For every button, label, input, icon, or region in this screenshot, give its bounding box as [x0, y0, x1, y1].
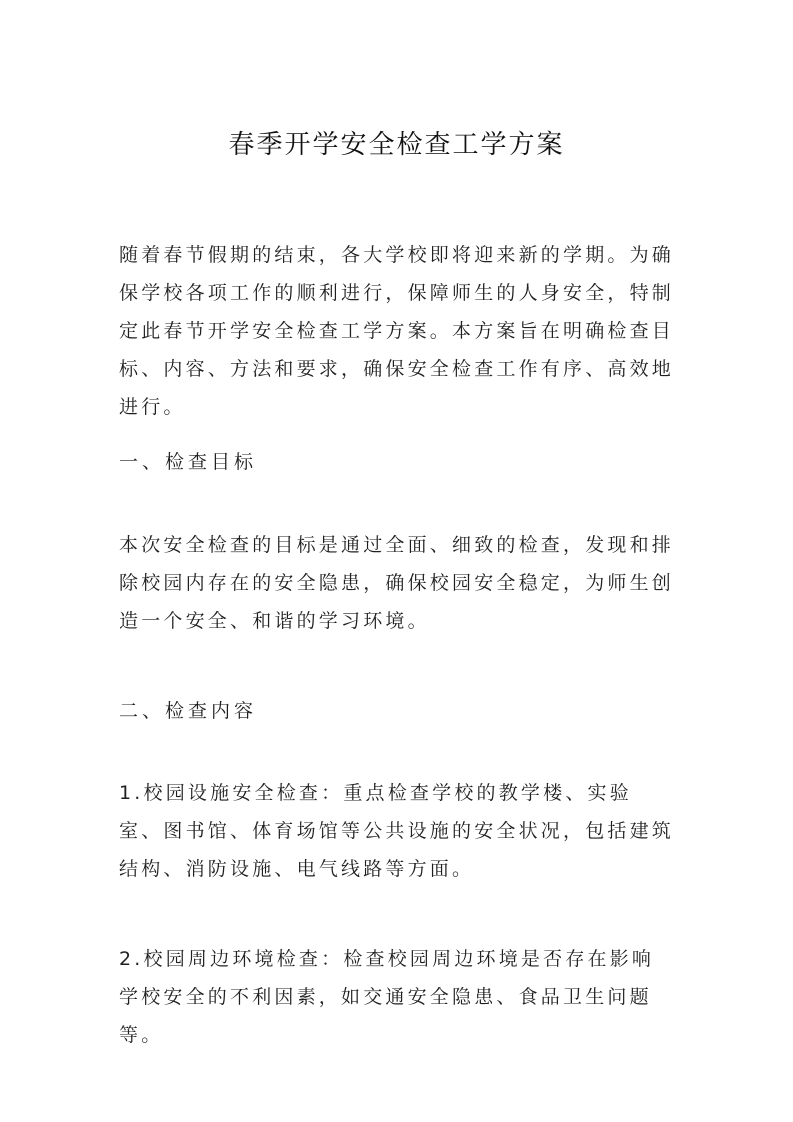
goals-paragraph: 本次安全检查的目标是通过全面、细致的检查，发现和排除校园内存在的安全隐患，确保校园安全稳定，为师生创造一个安全、和谐的学习环境。	[119, 534, 675, 632]
intro-paragraph: 随着春节假期的结束，各大学校即将迎来新的学期。为确保学校各项工作的顺利进行，保障师生的人身安全，特制定此春节开学安全检查工学方案。本方案旨在明确检查目标、内容、方法和要求，确保安全检查工作有序、高效地进行。	[119, 244, 675, 418]
section-heading-content: 二、检查内容	[119, 700, 258, 722]
section-heading-goals: 一、检查目标	[119, 451, 258, 473]
content-item-facilities: 1.校园设施安全检查：重点检查学校的教学楼、实验室、图书馆、体育场馆等公共设施的安全状况，包括建筑结构、消防设施、电气线路等方面。	[119, 782, 675, 880]
content-item-surroundings: 2.校园周边环境检查：检查校园周边环境是否存在影响学校安全的不利因素，如交通安全隐患、食品卫生问题等。	[119, 948, 655, 1046]
document-title: 春季开学安全检查工学方案	[228, 130, 565, 160]
